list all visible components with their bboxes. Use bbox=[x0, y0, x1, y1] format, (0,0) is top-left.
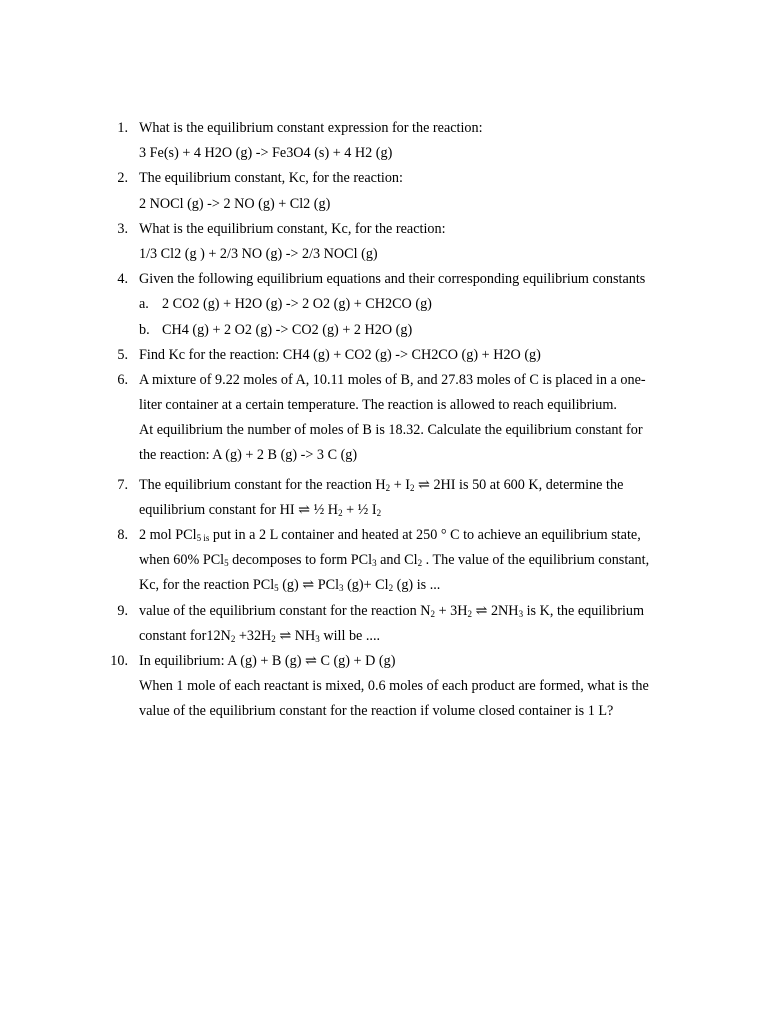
text-segment: ⇌ 2HI is 50 at 600 K, determine the bbox=[414, 476, 624, 493]
text-segment: when 60% PCl bbox=[139, 552, 225, 569]
text-segment: put in a 2 L container and heated at 250 ° C to achieve an equilibrium state, bbox=[209, 527, 641, 543]
reaction-equation: 1/3 Cl2 (g ) + 2/3 NO (g) -> 2/3 NOCl (g) bbox=[139, 245, 378, 262]
subscript: 3 bbox=[315, 633, 320, 644]
reaction-equation: 2 CO2 (g) + H2O (g) -> 2 O2 (g) + CH2CO (g) bbox=[162, 296, 432, 313]
question-list bbox=[0, 116, 768, 725]
question-7-line-2 bbox=[0, 498, 768, 523]
question-number: 5. bbox=[117, 346, 128, 363]
question-8-line-2 bbox=[0, 548, 768, 573]
text-segment: constant for12N bbox=[139, 627, 231, 644]
text-segment: + 3H bbox=[435, 602, 468, 619]
question-4 bbox=[0, 267, 768, 292]
reaction-equation: CH4 (g) + 2 O2 (g) -> CO2 (g) + 2 H2O (g) bbox=[162, 321, 413, 338]
list-marker: a. bbox=[139, 296, 149, 313]
text-segment: value of the equilibrium constant for the reaction N bbox=[139, 602, 431, 619]
text-segment: The equilibrium constant for the reaction H bbox=[139, 476, 386, 493]
question-text: What is the equilibrium constant expression for the reaction: bbox=[139, 120, 483, 136]
subscript: 3 bbox=[339, 583, 344, 594]
question-number: 6. bbox=[117, 371, 128, 388]
question-10-line-2 bbox=[0, 674, 768, 699]
question-text: Given the following equilibrium equations and their corresponding equilibrium constants bbox=[139, 271, 646, 288]
text-segment: Kc, for the reaction PCl bbox=[139, 577, 275, 594]
text-segment: and Cl bbox=[376, 552, 418, 569]
question-text: A mixture of 9.22 moles of A, 10.11 moles of B, and 27.83 moles of C is placed in a one- bbox=[139, 371, 646, 388]
question-text bbox=[139, 473, 623, 498]
question-number: 1. bbox=[117, 120, 128, 136]
question-2-line-2 bbox=[0, 192, 768, 217]
question-text: liter container at a certain temperature. The reaction is allowed to reach equilibrium. bbox=[139, 397, 617, 414]
subscript: 2 bbox=[467, 608, 472, 619]
question-text: Find Kc for the reaction: CH4 (g) + CO2 (g) -> CH2CO (g) + H2O (g) bbox=[139, 346, 541, 363]
question-9 bbox=[0, 599, 768, 624]
question-text bbox=[139, 624, 380, 649]
subscript: 2 bbox=[271, 633, 276, 644]
question-text: At equilibrium the number of moles of B is 18.32. Calculate the equilibrium constant for bbox=[139, 422, 643, 439]
question-text: When 1 mole of each reactant is mixed, 0.6 moles of each product are formed, what is the bbox=[139, 678, 649, 695]
text-segment: ⇌ 2NH bbox=[471, 602, 519, 619]
question-number: 7. bbox=[117, 476, 128, 493]
text-segment: decomposes to form PCl bbox=[228, 552, 373, 569]
question-text bbox=[139, 548, 649, 573]
question-5 bbox=[0, 343, 768, 368]
question-1-line-2 bbox=[0, 141, 768, 166]
subscript: 2 bbox=[430, 608, 436, 619]
subscript: 5 bbox=[224, 558, 229, 569]
question-4-item-b bbox=[0, 318, 768, 343]
question-text: value of the equilibrium constant for the reaction if volume closed container is 1 L? bbox=[139, 703, 614, 720]
question-3 bbox=[0, 217, 768, 242]
question-text: In equilibrium: A (g) + B (g) ⇌ C (g) + D (g) bbox=[139, 652, 396, 669]
subscript: 5 bbox=[274, 583, 279, 594]
question-text bbox=[139, 498, 381, 523]
question-8-line-3 bbox=[0, 573, 768, 598]
text-segment: (g)+ Cl bbox=[343, 577, 389, 594]
question-7 bbox=[0, 473, 768, 498]
question-number: 8. bbox=[117, 527, 128, 543]
text-segment: 2 mol PCl bbox=[139, 527, 197, 543]
question-6-line-3 bbox=[0, 418, 768, 443]
reaction-equation: 2 NOCl (g) -> 2 NO (g) + Cl2 (g) bbox=[139, 195, 331, 212]
reaction-equation: 3 Fe(s) + 4 H2O (g) -> Fe3O4 (s) + 4 H2 (g) bbox=[139, 145, 393, 162]
subscript: 5 is bbox=[196, 533, 210, 543]
subscript: 3 bbox=[518, 608, 524, 619]
question-3-line-2 bbox=[0, 242, 768, 267]
subscript: 2 bbox=[376, 507, 382, 518]
question-number: 2. bbox=[117, 170, 128, 187]
question-number: 4. bbox=[117, 271, 128, 288]
text-segment: (g) is ... bbox=[393, 577, 441, 594]
question-text: What is the equilibrium constant, Kc, for the reaction: bbox=[139, 220, 446, 237]
text-segment: is K, the equilibrium bbox=[523, 602, 645, 619]
question-number: 3. bbox=[117, 220, 128, 237]
subscript: 3 bbox=[372, 558, 377, 569]
subscript: 2 bbox=[417, 558, 423, 569]
question-2 bbox=[0, 166, 768, 191]
question-text: the reaction: A (g) + 2 B (g) -> 3 C (g) bbox=[139, 447, 358, 464]
question-10-line-3 bbox=[0, 699, 768, 724]
subscript: 2 bbox=[388, 583, 394, 594]
question-text bbox=[139, 599, 644, 624]
question-6-line-2 bbox=[0, 393, 768, 418]
subscript: 2 bbox=[230, 633, 236, 644]
question-number: 9. bbox=[117, 602, 128, 619]
subscript: 2 bbox=[338, 507, 343, 518]
text-segment: . The value of the equilibrium constant, bbox=[422, 552, 650, 569]
question-text bbox=[139, 573, 440, 598]
question-9-line-2 bbox=[0, 624, 768, 649]
question-text: The equilibrium constant, Kc, for the reaction: bbox=[139, 170, 403, 187]
list-marker: b. bbox=[139, 321, 150, 338]
text-segment: ⇌ NH bbox=[275, 627, 316, 644]
text-segment: + I bbox=[390, 476, 410, 493]
question-1 bbox=[0, 116, 768, 141]
question-10 bbox=[0, 649, 768, 674]
question-6 bbox=[0, 368, 768, 393]
question-number: 10. bbox=[110, 652, 128, 669]
text-segment: (g) ⇌ PCl bbox=[278, 577, 340, 594]
question-text bbox=[139, 523, 641, 548]
question-8 bbox=[0, 523, 768, 548]
subscript: 2 bbox=[385, 482, 391, 493]
text-segment: +32H bbox=[235, 627, 272, 644]
question-6-line-4 bbox=[0, 443, 768, 468]
text-segment: + ½ I bbox=[342, 501, 377, 518]
subscript: 2 bbox=[409, 482, 415, 493]
text-segment: will be .... bbox=[319, 627, 381, 644]
text-segment: equilibrium constant for HI ⇌ ½ H bbox=[139, 501, 339, 518]
question-4-item-a bbox=[0, 292, 768, 317]
